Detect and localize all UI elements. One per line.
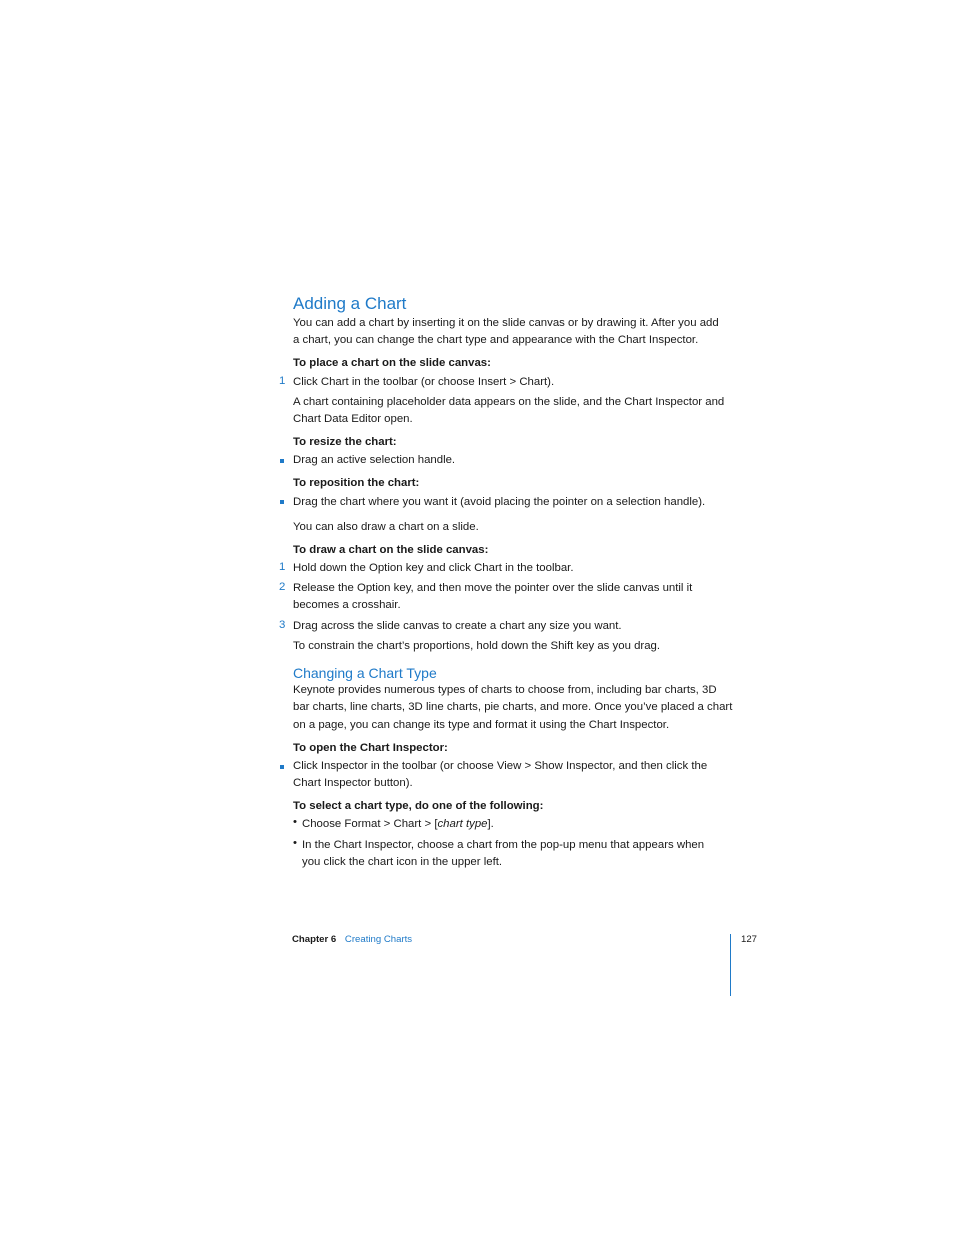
bullet-square-icon xyxy=(280,500,284,504)
resize-heading: To resize the chart: xyxy=(293,436,397,448)
constrain-note: To constrain the chart’s proportions, hold down the Shift key as you drag. xyxy=(293,640,661,652)
draw-intro: You can also draw a chart on a slide. xyxy=(293,521,479,533)
step-text-line-1: Release the Option key, and then move the pointer over the slide canvas until it xyxy=(293,582,693,594)
intro-line-1: You can add a chart by inserting it on the slide canvas or by drawing it. After you add xyxy=(293,317,719,329)
open-inspector-bullet xyxy=(293,758,738,793)
footer-divider xyxy=(730,934,731,996)
step-number: 1 xyxy=(279,561,286,573)
footer-chapter xyxy=(292,934,412,945)
chart-type-intro-line-1: Keynote provides numerous types of charts to choose from, including bar charts, 3D xyxy=(293,684,717,696)
open-inspector-bullet-line-1: Click Inspector in the toolbar (or choose View > Show Inspector, and then click the xyxy=(293,760,708,772)
place-result-paragraph xyxy=(293,394,738,429)
open-inspector-heading: To open the Chart Inspector: xyxy=(293,742,448,754)
section-heading-changing-chart-type: Changing a Chart Type xyxy=(293,665,437,681)
step-text-line-2: becomes a crosshair. xyxy=(293,599,401,612)
page-number: 127 xyxy=(741,934,758,945)
step-text: Drag across the slide canvas to create a chart any size you want. xyxy=(293,620,622,632)
step-text xyxy=(293,580,738,615)
intro-line-2: a chart, you can change the chart type and appearance with the Chart Inspector. xyxy=(293,334,699,347)
chart-type-intro-line-2: bar charts, line charts, 3D line charts, pie charts, and more. Once you’ve placed a chart xyxy=(293,701,733,714)
open-inspector-bullet-line-2: Chart Inspector button). xyxy=(293,777,413,790)
resize-bullet-text: Drag an active selection handle. xyxy=(293,454,456,466)
step-text: Click Chart in the toolbar (or choose Insert > Chart). xyxy=(293,376,555,388)
place-result-line-1: A chart containing placeholder data appears on the slide, and the Chart Inspector and xyxy=(293,396,725,408)
footer-chapter-label: Chapter 6 xyxy=(292,934,337,945)
option-text: Choose Format > Chart > [ xyxy=(302,818,438,830)
bullet-dot: • xyxy=(293,837,297,849)
bullet-square-icon xyxy=(280,765,284,769)
step-number: 2 xyxy=(279,581,286,593)
place-chart-heading: To place a chart on the slide canvas: xyxy=(293,357,491,369)
option-text-italic: chart type xyxy=(437,818,488,830)
bullet-dot: • xyxy=(293,816,297,828)
option-text-end: ]. xyxy=(487,818,494,830)
intro-paragraph xyxy=(293,315,738,350)
select-option-inspector xyxy=(302,837,747,872)
place-result-line-2: Chart Data Editor open. xyxy=(293,413,413,426)
select-chart-type-heading: To select a chart type, do one of the following: xyxy=(293,800,544,812)
step-text: Hold down the Option key and click Chart in the toolbar. xyxy=(293,562,574,574)
option-line-1: In the Chart Inspector, choose a chart from the pop-up menu that appears when xyxy=(302,839,705,851)
step-number: 1 xyxy=(279,375,286,387)
option-line-2: you click the chart icon in the upper left. xyxy=(302,856,503,869)
section-heading-adding-chart: Adding a Chart xyxy=(293,294,407,313)
step-number: 3 xyxy=(279,619,286,631)
chart-type-intro-line-3: on a page, you can change its type and format it using the Chart Inspector. xyxy=(293,718,670,731)
draw-heading: To draw a chart on the slide canvas: xyxy=(293,544,489,556)
select-option-format-menu xyxy=(302,816,747,833)
chart-type-intro xyxy=(293,682,738,734)
bullet-square-icon xyxy=(280,459,284,463)
reposition-heading: To reposition the chart: xyxy=(293,477,420,489)
footer-chapter-title: Creating Charts xyxy=(344,934,413,945)
reposition-bullet-text: Drag the chart where you want it (avoid placing the pointer on a selection handle). xyxy=(293,496,706,508)
